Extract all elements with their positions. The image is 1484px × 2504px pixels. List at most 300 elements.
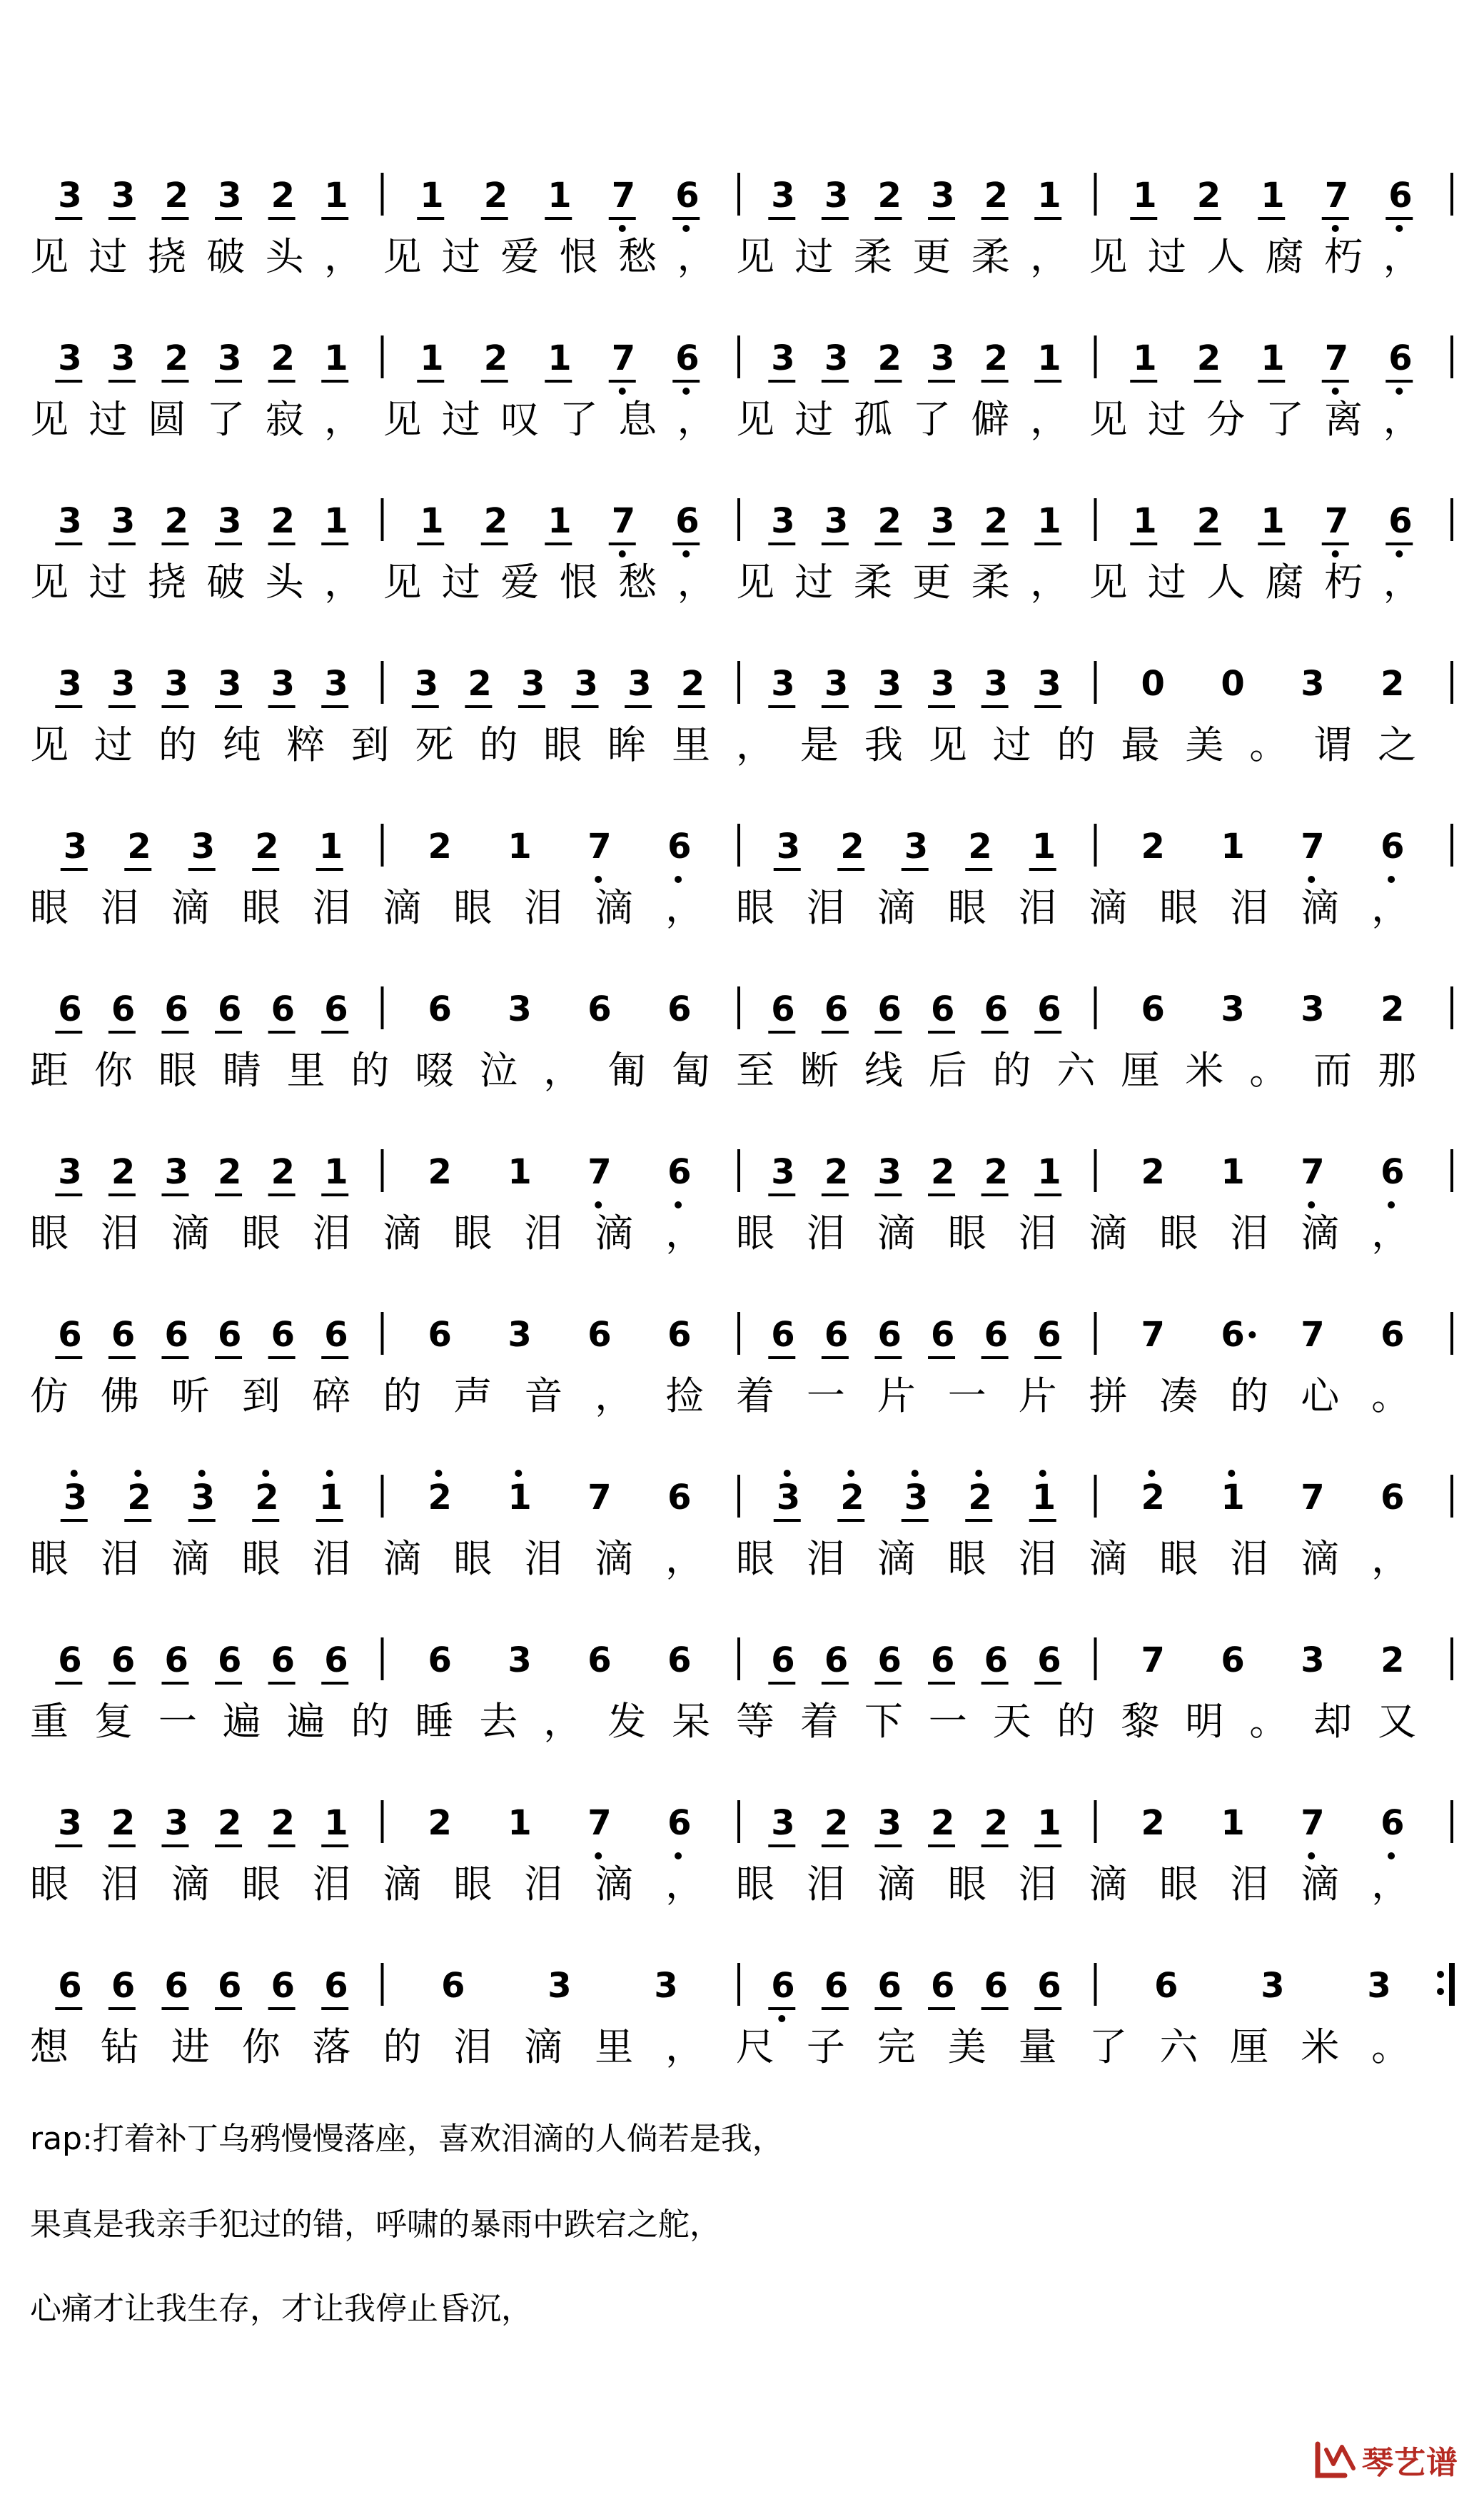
lyric-char: 又 [1378, 1699, 1417, 1744]
lyric-char: ， [665, 2024, 705, 2069]
lyric-char: 。 [1371, 2024, 1410, 2069]
lyric-char: 挠 [147, 234, 186, 279]
repeat-dot [1437, 1988, 1444, 1995]
lyric-char: 见 [736, 560, 774, 605]
note: 1 [1031, 1478, 1056, 1518]
note: 3 [931, 501, 955, 541]
note: 6 [771, 989, 795, 1029]
note: 6 [824, 1315, 849, 1355]
lyrics-line-1 [30, 234, 1422, 279]
lyric-char: 过 [794, 234, 834, 279]
note: 6 [164, 989, 188, 1029]
note: 3 [1221, 989, 1245, 1029]
octave-high-dot [262, 1470, 269, 1477]
lyric-char: 眼 [453, 885, 493, 930]
lyric-char: 人 [1206, 234, 1246, 279]
note: 2 [468, 664, 492, 704]
note: 6 [675, 176, 700, 216]
system-4 [55, 661, 1452, 707]
note: 1 [1037, 501, 1061, 541]
note: 3 [164, 1152, 188, 1192]
lyric-char: 睛 [222, 1048, 261, 1093]
lyric-char: 眼 [947, 1211, 986, 1256]
lyric-char: 泪 [806, 1211, 845, 1256]
note: 3 [164, 1803, 188, 1843]
lyric-char: 复 [94, 1699, 133, 1744]
octave-low-dot [1388, 1852, 1395, 1859]
octave-low-dot [619, 388, 626, 395]
note: 3 [271, 664, 296, 704]
note: 3 [111, 501, 136, 541]
lyric-char: 见 [30, 560, 69, 605]
note: 7 [611, 501, 636, 541]
lyric-char: 滴 [877, 1536, 916, 1581]
octave-high-dot [975, 1470, 982, 1477]
lyric-char: ， [1030, 397, 1069, 442]
lyric-char: 见 [1089, 234, 1128, 279]
lyric-char: 离 [1324, 397, 1363, 442]
note: 1 [1037, 338, 1061, 378]
lyric-char: 最 [1121, 722, 1160, 767]
note: 2 [428, 1478, 452, 1518]
note: 2 [483, 501, 508, 541]
lyric-char: 眼 [30, 1211, 69, 1256]
note: 6 [931, 1640, 955, 1680]
note: 2 [164, 176, 188, 216]
lyric-char: ， [677, 234, 716, 279]
lyric-char: 了 [559, 397, 598, 442]
system-9 [61, 1470, 1452, 1520]
note: 3 [984, 664, 1009, 704]
brand-name: 琴艺谱 [1362, 2445, 1458, 2481]
note: 3 [218, 664, 242, 704]
lyric-char: 至 [736, 1048, 774, 1093]
note: 3 [771, 338, 795, 378]
note: 2 [1380, 1640, 1405, 1680]
note: 3 [627, 664, 652, 704]
lyric-char: 滴 [595, 1862, 634, 1907]
lyric-char: 线 [864, 1048, 903, 1093]
note: 1 [547, 501, 572, 541]
note: 3 [191, 1478, 216, 1518]
lyric-char: 一 [947, 1373, 986, 1418]
lyric-char: 到 [241, 1373, 281, 1418]
lyric-char: 眼 [947, 885, 986, 930]
lyric-char: 过 [1147, 234, 1186, 279]
lyric-char: 朽 [1324, 234, 1363, 279]
lyric-char: 柔 [853, 560, 892, 605]
lyric-char: 美 [947, 2024, 986, 2069]
lyric-char: 见 [30, 234, 69, 279]
lyric-char: 听 [171, 1373, 210, 1418]
note: 1 [1037, 176, 1061, 216]
lyric-char: 眼 [947, 1862, 986, 1907]
note: 1 [324, 176, 348, 216]
note: 1 [1221, 1152, 1245, 1192]
lyric-char: 泪 [312, 1862, 351, 1907]
lyric-char: 见 [383, 234, 422, 279]
note: 6 [58, 1315, 82, 1355]
note: 2 [255, 1478, 279, 1518]
octave-high-dot [198, 1470, 206, 1477]
note: 6 [1221, 1640, 1245, 1680]
note: 6 [271, 1966, 296, 2006]
lyric-char: 分 [1206, 397, 1246, 442]
lyric-char: 里 [286, 1048, 325, 1093]
note: 3 [771, 176, 795, 216]
note: 2 [984, 176, 1009, 216]
lyric-char: 滴 [171, 1211, 210, 1256]
note: 3 [58, 501, 82, 541]
note: 2 [1141, 1152, 1165, 1192]
note: 1 [1037, 1152, 1061, 1192]
lyric-char: 到 [350, 722, 390, 767]
octave-high-dot [71, 1470, 78, 1477]
note: 7 [587, 827, 612, 867]
system-3 [55, 498, 1452, 557]
note: 7 [1324, 501, 1349, 541]
lyric-char: 六 [1056, 1048, 1096, 1093]
lyric-char: ， [1383, 234, 1422, 279]
note: 3 [547, 1966, 572, 2006]
lyric-char: 腐 [1265, 234, 1304, 279]
lyric-char: 柔 [853, 234, 892, 279]
lyric-char: 恨 [559, 234, 598, 279]
lyric-char: ， [677, 397, 716, 442]
note: 6 [1380, 1152, 1405, 1192]
system-11 [55, 1800, 1452, 1859]
system-7 [55, 1149, 1452, 1208]
note: 6 [931, 1315, 955, 1355]
note: 7 [1141, 1315, 1165, 1355]
note: 2 [271, 1152, 296, 1192]
lyric-char: 滴 [595, 1536, 634, 1581]
lyric-char: 泪 [1230, 1536, 1269, 1581]
note: 3 [776, 1478, 801, 1518]
note: 6 [324, 989, 348, 1029]
note: 1 [547, 176, 572, 216]
lyric-char: 滴 [877, 1211, 916, 1256]
note: 2 [164, 501, 188, 541]
octave-low-dot [619, 550, 626, 557]
note: 6 [984, 1966, 1009, 2006]
note: 3 [218, 501, 242, 541]
lyric-char: 钻 [100, 2024, 139, 2069]
lyric-char: 过 [794, 560, 834, 605]
octave-low-dot [1308, 1201, 1315, 1208]
note: 6 [271, 1640, 296, 1680]
lyric-char: ， [665, 1211, 705, 1256]
lyric-char: ， [1030, 234, 1069, 279]
note: 6 [218, 989, 242, 1029]
note: 6 [667, 1640, 692, 1680]
note: 7 [611, 338, 636, 378]
lyric-char: 泪 [1018, 885, 1057, 930]
lyric-char: 眼 [1159, 1862, 1198, 1907]
lyric-char: ， [595, 1373, 634, 1418]
note: 6 [428, 1315, 452, 1355]
lyric-char: 过 [992, 722, 1031, 767]
octave-low-dot [682, 550, 690, 557]
note: 6 [667, 827, 692, 867]
lyric-char: 滴 [1301, 1536, 1340, 1581]
lyric-char: 眼 [736, 1862, 774, 1907]
octave-low-dot [1395, 550, 1403, 557]
note: 3 [877, 664, 902, 704]
lyric-char: 见 [30, 397, 69, 442]
lyric-char: 的 [1056, 1699, 1096, 1744]
lyric-char: 后 [928, 1048, 967, 1093]
lyric-char: 泪 [806, 885, 845, 930]
octave-low-dot [1395, 225, 1403, 232]
octave-low-dot [595, 1852, 602, 1859]
note: 2 [824, 1803, 849, 1843]
lyric-char: 却 [1313, 1699, 1353, 1744]
note: 3 [574, 664, 598, 704]
note: 7 [1301, 1803, 1325, 1843]
note: 3 [414, 664, 439, 704]
note: 7 [1141, 1640, 1165, 1680]
lyric-char: 米 [1301, 2024, 1340, 2069]
lyric-char: 的 [1056, 722, 1096, 767]
lyrics-line-2 [30, 397, 1422, 442]
octave-high-dot [435, 1470, 442, 1477]
note: 6 [164, 1966, 188, 2006]
note: 3 [58, 338, 82, 378]
lyric-char: 滴 [383, 1536, 422, 1581]
octave-high-dot [1039, 1470, 1046, 1477]
lyric-char: 泪 [806, 1536, 845, 1581]
system-12 [55, 1963, 1452, 2022]
lyric-char: 朽 [1324, 560, 1363, 605]
lyric-char: 的 [158, 722, 197, 767]
octave-high-dot [515, 1470, 522, 1477]
lyric-char: 见 [928, 722, 967, 767]
note: 3 [771, 501, 795, 541]
note: 1 [1221, 1478, 1245, 1518]
note: 6 [824, 1966, 849, 2006]
note: 2 [680, 664, 705, 704]
note: 3 [63, 1478, 88, 1518]
lyric-char: ， [1371, 1862, 1410, 1907]
note: 6 [271, 1315, 296, 1355]
lyric-char: 的 [992, 1048, 1031, 1093]
note: 2 [1196, 501, 1221, 541]
note: 2 [1141, 1478, 1165, 1518]
note: 3 [776, 827, 801, 867]
note: 1 [420, 338, 444, 378]
lyric-char: 柔 [971, 234, 1010, 279]
note: 2 [877, 176, 902, 216]
note: 7 [587, 1152, 612, 1192]
lyric-char: 重 [30, 1699, 69, 1744]
lyric-char: 落 [312, 2024, 351, 2069]
note: 6 [1037, 1640, 1061, 1680]
repeat-dot [1437, 1971, 1444, 1978]
note: 6 [218, 1640, 242, 1680]
lyric-char: 挠 [147, 560, 186, 605]
lyric-char: 。 [1249, 1048, 1288, 1093]
lyric-char: 过 [1147, 397, 1186, 442]
lyric-char: ， [677, 560, 716, 605]
lyric-char: 滴 [171, 885, 210, 930]
note: 1 [420, 501, 444, 541]
lyric-char: ， [543, 1699, 582, 1744]
note: 3 [218, 176, 242, 216]
note: 6 [877, 989, 902, 1029]
lyric-char: 一 [806, 1373, 845, 1418]
lyric-char: 匍 [607, 1048, 647, 1093]
note: 1 [1037, 1803, 1061, 1843]
lyric-char: 六 [1159, 2024, 1198, 2069]
note: 3 [1301, 664, 1325, 704]
octave-low-dot [778, 2015, 785, 2022]
system-6 [55, 986, 1452, 1032]
note: 6 [587, 1315, 612, 1355]
note: 6 [324, 1315, 348, 1355]
lyric-char: 见 [736, 234, 774, 279]
note: 0 [1141, 664, 1165, 704]
note: 3 [904, 827, 929, 867]
lyric-char: 恨 [559, 560, 598, 605]
note: 6 [1154, 1966, 1178, 2006]
note: 3 [58, 664, 82, 704]
octave-low-dot [682, 225, 690, 232]
note: 6 [428, 1640, 452, 1680]
note: 6 [1388, 338, 1413, 378]
note: 3 [824, 338, 849, 378]
lyric-char: 匐 [672, 1048, 711, 1093]
lyric-char: 滴 [1301, 885, 1340, 930]
lyric-char: 过 [89, 397, 128, 442]
note: 1 [1221, 1803, 1245, 1843]
note: 3 [508, 989, 532, 1029]
lyric-char: 泣 [479, 1048, 518, 1093]
note: 6 [58, 989, 82, 1029]
note: 2 [218, 1152, 242, 1192]
note: 3 [111, 338, 136, 378]
note: 3 [324, 664, 348, 704]
lyric-char: 滴 [1301, 1862, 1340, 1907]
lyric-char: 了 [1089, 2024, 1128, 2069]
lyric-char: 过 [89, 234, 128, 279]
lyric-char: 泪 [453, 2024, 493, 2069]
lyric-char: 眼 [158, 1048, 197, 1093]
note: 6 [1037, 989, 1061, 1029]
note: 6 [587, 989, 612, 1029]
octave-low-dot [675, 876, 682, 883]
octave-low-dot [1332, 388, 1339, 395]
note: 2 [255, 827, 279, 867]
lyric-char: 天 [992, 1699, 1031, 1744]
lyric-char: 我 [864, 722, 903, 767]
lyric-char: 滴 [1089, 1536, 1128, 1581]
lyric-char: 眼 [1159, 885, 1198, 930]
note: 3 [771, 1152, 795, 1192]
note: 2 [984, 501, 1009, 541]
note: 7 [1301, 1315, 1325, 1355]
lyric-char: 泪 [100, 885, 139, 930]
lyric-char: ， [665, 1536, 705, 1581]
note: 6 [877, 1640, 902, 1680]
note: 3 [1367, 1966, 1391, 2006]
lyric-char: 滴 [524, 2024, 563, 2069]
octave-low-dot [1395, 388, 1403, 395]
lyric-char: 心 [1301, 1373, 1340, 1418]
note: 3 [1261, 1966, 1285, 2006]
note: 2 [271, 1803, 296, 1843]
lyric-char: 泪 [524, 885, 563, 930]
note: 6 [877, 1966, 902, 2006]
note: 6 [1380, 827, 1405, 867]
lyric-char: ， [1371, 1211, 1410, 1256]
lyric-char: 过 [1147, 560, 1186, 605]
lyric-char: 眼 [736, 1211, 774, 1256]
note: 6 [111, 1966, 136, 2006]
note: 3 [1301, 1640, 1325, 1680]
lyric-char: 更 [912, 560, 952, 605]
lyric-char: 泪 [1018, 1536, 1057, 1581]
lyric-char: 的 [479, 722, 518, 767]
note: 2 [483, 176, 508, 216]
lyrics-line-11 [30, 1862, 1410, 1907]
lyric-char: 见 [383, 560, 422, 605]
note: 6 [111, 989, 136, 1029]
lyric-char: 叹 [500, 397, 540, 442]
lyric-char: 滴 [171, 1536, 210, 1581]
system-10 [55, 1637, 1452, 1683]
lyric-char: 泪 [1230, 1211, 1269, 1256]
note: 2 [984, 1152, 1009, 1192]
note: 3 [824, 501, 849, 541]
note: 1 [508, 1152, 532, 1192]
note: 3 [63, 827, 88, 867]
lyric-char: 过 [794, 397, 834, 442]
augmentation-dot [1248, 1331, 1256, 1338]
lyric-char: 的 [1230, 1373, 1269, 1418]
lyric-char: 美 [1185, 722, 1224, 767]
note: 3 [824, 664, 849, 704]
note: 1 [318, 1478, 343, 1518]
note: 1 [508, 827, 532, 867]
note: 2 [1380, 989, 1405, 1029]
lyric-char: 。 [1249, 722, 1288, 767]
lyric-char: ， [736, 722, 774, 767]
octave-low-dot [595, 876, 602, 883]
note: 6 [1388, 176, 1413, 216]
note: 3 [520, 664, 545, 704]
lyric-char: 眼 [453, 1211, 493, 1256]
lyric-char: 下 [864, 1699, 903, 1744]
lyrics-line-3 [30, 560, 1422, 605]
lyric-char: 圆 [147, 397, 186, 442]
lyric-char: 想 [30, 2024, 69, 2069]
lyric-char: 眼 [736, 885, 774, 930]
lyric-char: 滴 [1089, 1862, 1128, 1907]
note: 6 [1221, 1315, 1245, 1355]
note: 2 [1141, 1803, 1165, 1843]
note: 3 [111, 176, 136, 216]
octave-high-dot [134, 1470, 141, 1477]
note: 6 [771, 1966, 795, 2006]
lyrics-line-5 [30, 885, 1410, 930]
lyric-char: 了 [912, 397, 952, 442]
note: 7 [587, 1478, 612, 1518]
note: 6 [931, 1966, 955, 2006]
note: 3 [877, 1803, 902, 1843]
note: 6 [1037, 1966, 1061, 2006]
lyric-char: 见 [1089, 397, 1128, 442]
